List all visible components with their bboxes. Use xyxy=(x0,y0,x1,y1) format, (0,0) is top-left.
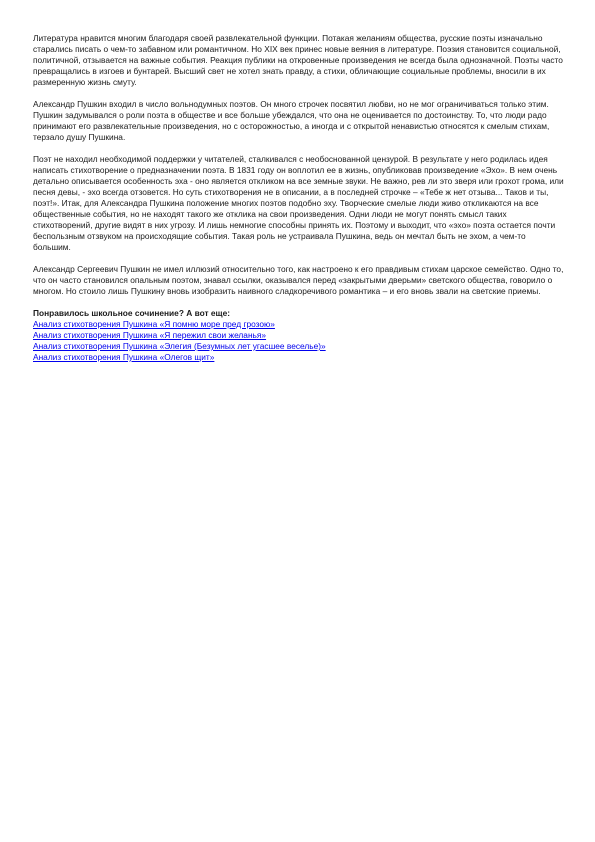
related-essays-title: Понравилось школьное сочинение? А вот еще: xyxy=(33,308,230,318)
list-item xyxy=(33,319,564,330)
related-essays-list xyxy=(33,319,564,363)
paragraph-pushkin-freethinker: Александр Пушкин входил в число вольнодумных поэтов. Он много строчек посвятил любви, но не мог ограничиваться только этим. Пушкин задумывался о роли поэта в обществе и все больше убеждался, что она не оценивается по достоинству. То, что люди радо принимают его развлекательные произведения, но с осторожностью, а иногда и с открытой ненавистью относятся к смелым стихам, терзало душу Пушкина. xyxy=(33,99,550,142)
list-item xyxy=(33,352,564,363)
related-link-olegs-shield[interactable]: Анализ стихотворения Пушкина «Олегов щит» xyxy=(33,352,215,362)
paragraph-conclusion: Александр Сергеевич Пушкин не имел иллюзий относительно того, как настроено к его правдивым стихам царское семейство. Одно то, что он часто становился опальным поэтом, знавал ссылки, оказывался перед «закрытыми дверьми» светского общества, говорило о многом. Но стоило лишь Пушкину вновь изобразить наивного сладкоречивого романтика – и его вновь звали на светские приемы. xyxy=(33,264,564,296)
document-page xyxy=(33,33,564,363)
related-link-elegy[interactable]: Анализ стихотворения Пушкина «Элегия (Безумных лет угасшее веселье)» xyxy=(33,341,326,351)
list-item xyxy=(33,330,564,341)
paragraph-echo-poem: Поэт не находил необходимой поддержки у читателей, сталкивался с необоснованной цензурой. В результате у него родилась идея написать стихотворение о предназначении поэта. В 1831 году он воплотил ее в жизнь, опубликовав произведение «Эхо». В нем очень детально описывается особенность эха - оно является откликом на все земные звуки. Не важно, рев ли это зверя или грохот грома, или песня девы, - эхо всегда отзовется. Но суть стихотворения не в описании, а в последней строчке – «Тебе ж нет отзыва... Таков и ты, поэт!». Итак, для Александра Пушкина положение многих поэтов подобно эху. Творческие смелые люди живо откликаются на все общественные события, но не находят такого же отклика на свои произведения. Одни люди не могут понять смысл таких стихотворений, другие видят в них угрозу. И лишь немногие способны принять их. Поэтому и выходит, что «эхо» поэта остается почти беспользным отзвуком на происходящие события. Такая роль не устраивала Пушкина, ведь он мечтал быть не эхом, а чем-то большим. xyxy=(33,154,564,252)
paragraph-intro: Литература нравится многим благодаря своей развлекательной функции. Потакая желаниям общества, русские поэты изначально старались писать о чем-то забавном или романтичном. Но XIX век принес новые веяния в литературе. Поэзия становится социальной, политичной, отзывается на важные события. Реакция публики на откровенные произведения не всегда была однозначной. Поэты часто превращались в изгоев и бунтарей. Высший свет не хотел знать правду, а стихи, обличающие социальные проблемы, вносили в их размеренную жизнь смуту. xyxy=(33,33,563,87)
related-essays-section xyxy=(33,308,564,363)
related-link-outlived-desires[interactable]: Анализ стихотворения Пушкина «Я пережил свои желанья» xyxy=(33,330,267,340)
related-link-sea-before-storm[interactable]: Анализ стихотворения Пушкина «Я помню море пред грозою» xyxy=(33,319,275,329)
list-item xyxy=(33,341,564,352)
